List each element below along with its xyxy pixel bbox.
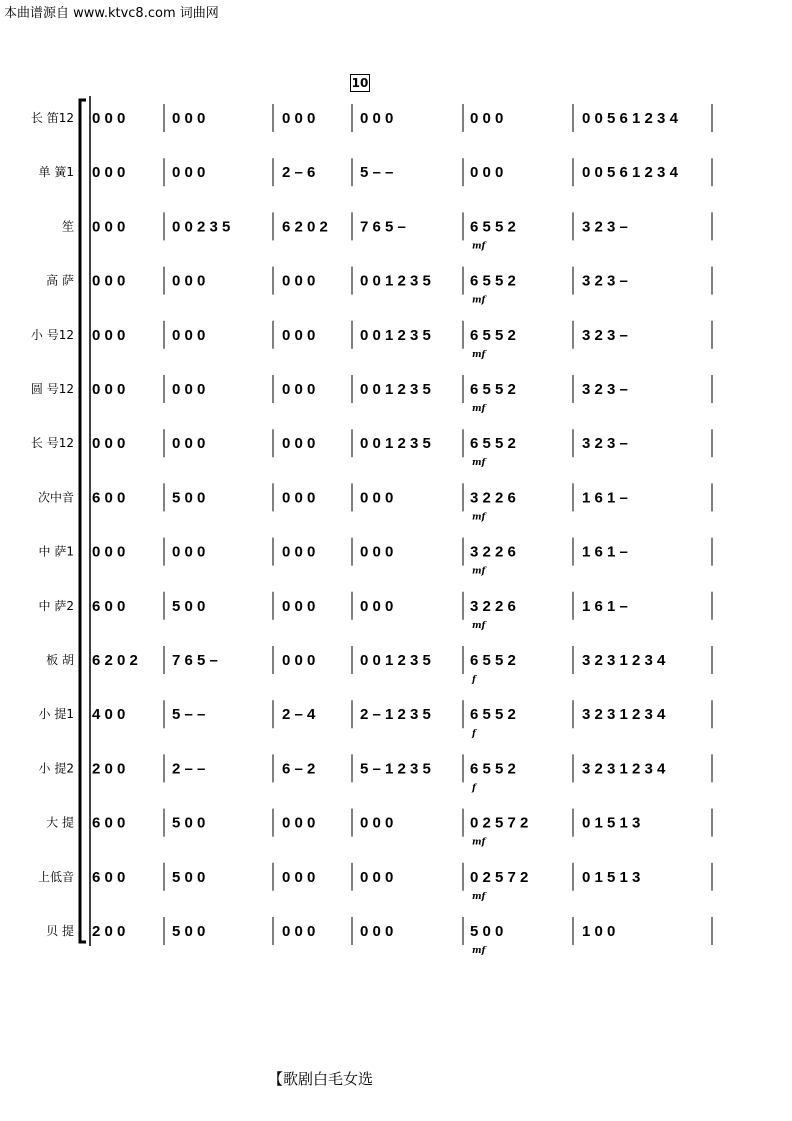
dynamic-mark: mf — [472, 566, 486, 577]
instrument-label: 小 提1 — [38, 707, 74, 722]
measure-notes: 0 0 0 — [92, 381, 126, 398]
dynamic-mark: mf — [472, 295, 486, 306]
measure-notes: 0 2 5 7 2 — [470, 868, 529, 886]
measure-notes: 0 0 0 — [282, 652, 316, 669]
measure-notes: 6 – 2 — [282, 760, 316, 778]
dynamic-mark: mf — [472, 946, 486, 956]
instrument-label: 板 胡 — [46, 653, 74, 667]
measure-notes: 0 0 0 — [282, 272, 316, 290]
dynamic-mark: f — [472, 675, 476, 685]
measure-notes: 2 – 1 2 3 5 — [360, 706, 431, 724]
dynamic-mark: mf — [472, 404, 486, 414]
measure-notes: 0 0 0 — [282, 814, 316, 832]
dynamic-mark: mf — [472, 512, 486, 523]
measure-notes: 0 0 0 — [360, 543, 394, 561]
measure-notes: 0 0 0 — [172, 381, 206, 398]
instrument-label: 大 提 — [46, 815, 74, 830]
measure-notes: 0 0 0 — [92, 543, 126, 561]
measure-notes: 6 5 5 2 — [470, 218, 516, 236]
measure-notes: 3 2 2 6 — [470, 489, 516, 507]
measure-notes: 0 0 0 — [282, 868, 316, 886]
measure-notes: 0 0 0 — [92, 326, 126, 344]
measure-notes: 1 6 1 – — [582, 543, 628, 561]
dynamic-mark: mf — [472, 349, 486, 360]
measure-notes: 1 6 1 – — [582, 597, 628, 615]
system-bracket — [80, 100, 86, 942]
instrument-label: 圆 号12 — [30, 382, 74, 396]
measure-notes: 3 2 3 – — [582, 326, 628, 344]
dynamic-mark: mf — [472, 458, 486, 469]
measure-notes: 0 0 0 — [172, 326, 206, 344]
measure-notes: 0 0 0 — [172, 435, 206, 453]
measure-notes: 0 2 5 7 2 — [470, 814, 529, 832]
measure-notes: 5 0 0 — [172, 868, 206, 886]
measure-notes: 3 2 3 – — [582, 218, 628, 236]
measure-notes: 0 0 0 — [92, 218, 126, 236]
measure-notes: 0 0 0 — [282, 326, 316, 344]
measure-notes: 0 0 0 — [92, 164, 126, 182]
measure-notes: 0 0 0 — [282, 381, 316, 398]
measure-notes: 5 – – — [172, 706, 206, 724]
measure-notes: 6 5 5 2 — [470, 326, 516, 344]
instrument-label: 中 萨1 — [38, 544, 74, 559]
measure-notes: 6 0 0 — [92, 597, 126, 615]
measure-notes: 0 0 1 2 3 5 — [360, 326, 431, 344]
measure-notes: 0 0 0 — [470, 110, 504, 127]
measure-notes: 1 6 1 – — [582, 489, 628, 507]
measure-notes: 0 0 0 — [92, 110, 126, 127]
measure-notes: 3 2 3 1 2 3 4 — [582, 652, 666, 669]
measure-notes: 5 0 0 — [172, 597, 206, 615]
instrument-label: 次中音 — [37, 490, 74, 505]
dynamic-mark: mf — [472, 620, 486, 631]
measure-notes: 5 0 0 — [172, 489, 206, 507]
measure-notes: 0 1 5 1 3 — [582, 814, 641, 832]
instrument-label: 中 萨2 — [38, 598, 74, 613]
footer-title: 【歌剧白毛女选 — [268, 1070, 374, 1088]
measure-notes: 5 – – — [360, 164, 394, 182]
measure-notes: 6 5 5 2 — [470, 435, 516, 453]
measure-notes: 0 0 0 — [360, 923, 394, 940]
dynamic-mark: mf — [472, 837, 486, 848]
measure-notes: 0 0 1 2 3 5 — [360, 272, 431, 290]
measure-notes: 0 0 0 — [282, 923, 316, 940]
measure-notes: 0 0 0 — [360, 814, 394, 832]
measure-notes: 6 0 0 — [92, 868, 126, 886]
instrument-label: 小 号12 — [30, 327, 74, 342]
measure-notes: 0 0 0 — [172, 543, 206, 561]
measure-notes: 0 0 5 6 1 2 3 4 — [582, 110, 678, 127]
instrument-label: 长 号12 — [30, 436, 74, 451]
measure-notes: 7 6 5 – — [172, 652, 218, 669]
measure-notes: 0 0 0 — [282, 489, 316, 507]
measure-notes: 6 2 0 2 — [282, 218, 328, 236]
measure-notes: 6 5 5 2 — [470, 381, 516, 398]
measure-notes: 3 2 3 – — [582, 435, 628, 453]
measure-notes: 2 – – — [172, 760, 206, 778]
source-header: 本曲谱源自 www.ktvc8.com 词曲网 — [4, 6, 219, 21]
measure-notes: 5 0 0 — [172, 814, 206, 832]
measure-notes: 5 0 0 — [172, 923, 206, 940]
dynamic-mark: mf — [472, 241, 486, 252]
measure-notes: 3 2 3 – — [582, 381, 628, 398]
measure-notes: 0 0 0 — [92, 272, 126, 290]
measure-notes: 3 2 2 6 — [470, 543, 516, 561]
measure-notes: 3 2 3 1 2 3 4 — [582, 706, 666, 724]
measure-notes: 0 0 2 3 5 — [172, 218, 231, 236]
measure-notes: 0 0 0 — [172, 272, 206, 290]
measure-notes: 1 0 0 — [582, 923, 616, 940]
measure-notes: 6 0 0 — [92, 489, 126, 507]
instrument-label: 长 笛12 — [30, 111, 74, 125]
measure-notes: 2 – 4 — [282, 706, 316, 724]
measure-notes: 6 5 5 2 — [470, 706, 516, 724]
instrument-label: 贝 提 — [46, 924, 74, 938]
measure-notes: 0 0 0 — [470, 164, 504, 182]
measure-notes: 6 5 5 2 — [470, 760, 516, 778]
measure-notes: 5 – 1 2 3 5 — [360, 760, 431, 778]
measure-notes: 6 2 0 2 — [92, 652, 138, 669]
dynamic-mark: mf — [472, 891, 486, 902]
dynamic-mark: f — [472, 729, 476, 740]
measure-notes: 3 2 3 – — [582, 272, 628, 290]
measure-notes: 0 0 0 — [282, 597, 316, 615]
dynamic-mark: f — [472, 783, 476, 794]
measure-notes: 4 0 0 — [92, 706, 126, 724]
instrument-label: 笙 — [61, 219, 74, 234]
measure-notes: 0 0 0 — [282, 110, 316, 127]
measure-notes: 0 0 1 2 3 5 — [360, 435, 431, 453]
measure-notes: 5 0 0 — [470, 923, 504, 940]
measure-notes: 0 0 0 — [360, 868, 394, 886]
instrument-label: 高 萨 — [46, 273, 74, 288]
measure-notes: 0 0 0 — [172, 110, 206, 127]
measure-notes: 0 0 0 — [360, 110, 394, 127]
measure-notes: 0 0 0 — [92, 435, 126, 453]
instrument-label: 单 簧1 — [38, 165, 74, 180]
measure-notes: 2 0 0 — [92, 923, 126, 940]
measure-notes: 0 0 0 — [360, 597, 394, 615]
measure-notes: 0 0 0 — [282, 543, 316, 561]
instrument-label: 上低音 — [37, 869, 74, 884]
rehearsal-mark: 10 — [351, 76, 369, 90]
measure-notes: 0 0 1 2 3 5 — [360, 381, 431, 398]
measure-notes: 0 0 5 6 1 2 3 4 — [582, 164, 678, 182]
measure-notes: 3 2 3 1 2 3 4 — [582, 760, 666, 778]
measure-notes: 0 0 0 — [172, 164, 206, 182]
measure-notes: 2 – 6 — [282, 164, 316, 182]
measure-notes: 7 6 5 – — [360, 218, 406, 236]
measure-notes: 6 0 0 — [92, 814, 126, 832]
measure-notes: 0 0 1 2 3 5 — [360, 652, 431, 669]
measure-notes: 6 5 5 2 — [470, 272, 516, 290]
instrument-label: 小 提2 — [38, 761, 74, 776]
measure-notes: 3 2 2 6 — [470, 597, 516, 615]
measure-notes: 0 0 0 — [360, 489, 394, 507]
measure-notes: 6 5 5 2 — [470, 652, 516, 669]
measure-notes: 0 1 5 1 3 — [582, 868, 641, 886]
measure-notes: 2 0 0 — [92, 760, 126, 778]
measure-notes: 0 0 0 — [282, 435, 316, 453]
